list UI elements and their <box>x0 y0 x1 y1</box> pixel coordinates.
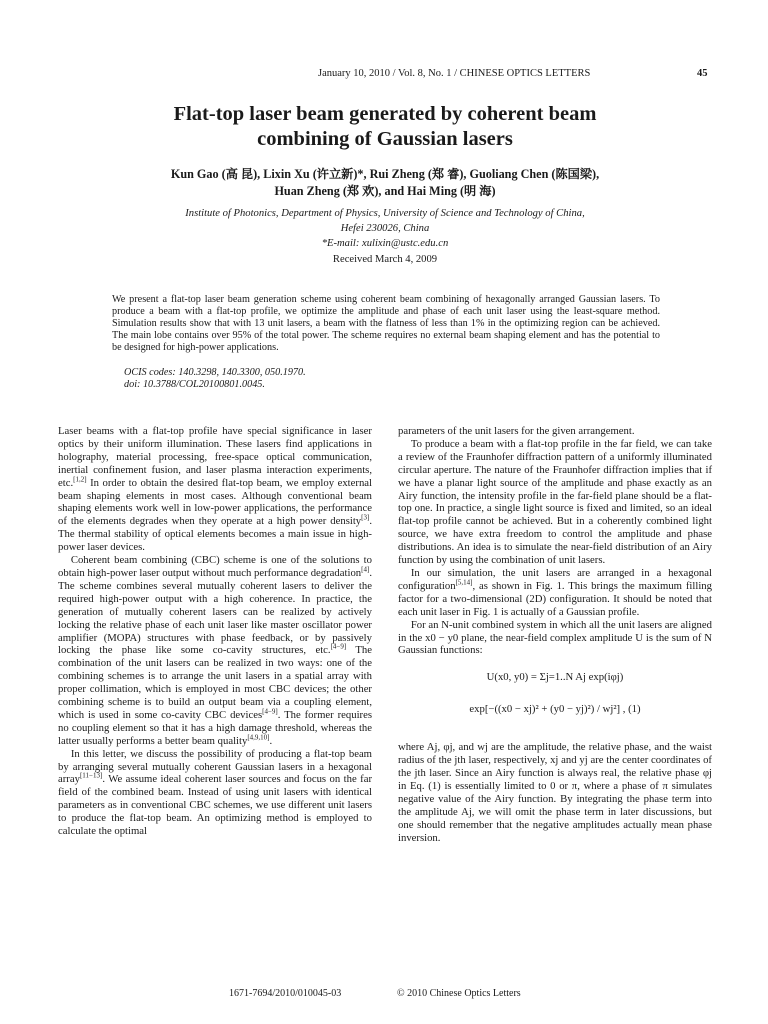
footer-copyright: © 2010 Chinese Optics Letters <box>397 988 521 999</box>
affiliation-line-2: Hefei 230026, China <box>340 223 430 234</box>
affiliation-line-1: Institute of Photonics, Department of Physics, University of Science and Technology of China, <box>185 208 585 219</box>
equation-number: (1) <box>628 703 641 716</box>
corresponding-email: *E-mail: xulixin@ustc.edu.cn <box>321 238 449 249</box>
paper-title <box>60 102 710 152</box>
title-line-1: Flat-top laser beam generated by coherent beam <box>173 103 597 125</box>
authors-line-2: Huan Zheng (郑 欢), and Hai Ming (明 海) <box>274 184 496 198</box>
citation: [5,14] <box>455 578 473 587</box>
citation: [11−13] <box>79 771 103 780</box>
paragraph: To produce a beam with a flat-top profile in the far field, we can take a review of the Fraunhofer diffraction pattern of a uniformly illuminated circular aperture. The nature of the Fraunhofer diffraction implies that if we have a planar light source of the amplitude and phase exactly as an Airy function, the intensity profile in the far-field plane should be a flat-top one. In practice, a single light source is fixed and limited, so an ideal flat-top profile cannot be achieved. But in a coherently combined light source, we have extra freedom to control the amplitude and phase distributions. An idea is to simulate the near-field distribution of an Airy function by using the combination of unit lasers. <box>398 437 712 567</box>
paragraph: In our simulation, the unit lasers are arranged in a hexagonal configuration[5,14], as shown in Fig. 1. This brings the maximum filling factor for a two-dimensional (2D) configuration. It should be noted that each unit laser in Fig. 1 is actually of a Gaussian profile. <box>398 566 712 618</box>
equation-1 <box>398 665 712 735</box>
ocis-codes: OCIS codes: 140.3298, 140.3300, 050.1970. <box>124 367 306 378</box>
paragraph: For an N-unit combined system in which all the unit lasers are aligned in the x0 − y0 plane, the near-field complex amplitude U is the sum of N Gaussian functions: <box>398 618 712 657</box>
title-line-2: combining of Gaussian lasers <box>257 128 513 150</box>
received-date: Received March 4, 2009 <box>332 254 438 265</box>
paragraph: Laser beams with a flat-top profile have special significance in laser optics by their uniform illumination. These lasers find applications in holography, material processing, free-space optical communication, inertial confinement fusion, and laser plasma interaction experiments, etc.[1,2] In order to obtain the desired flat-top beam, we employ external beam shaping elements in most cases. Although conventional beam shaping elements work well in low-power applications, the performance of the elements degrades when they operate at a high power density[3]. The thermal stability of optical elements becomes a main issue in high-power laser devices. <box>58 425 372 554</box>
author-list <box>60 166 710 200</box>
running-head: January 10, 2010 / Vol. 8, No. 1 / CHINESE OPTICS LETTERS <box>318 68 591 79</box>
paragraph: where Aj, φj, and wj are the amplitude, the relative phase, and the waist radius of the jth laser, respectively, xj and yj are the center coordinates of the jth laser. Since an Airy function is always real, the relative phase φj in Eq. (1) is essentially limited to 0 or π, where a phase of π simulates negative value of the Airy function. By integrating the phase term into the amplitude Aj, we will omit the phase term in later discussions, but one should remember that the negative amplitudes actually mean phase inversion. <box>398 741 712 844</box>
page-number: 45 <box>697 68 708 79</box>
citation: [4−9] <box>262 707 278 716</box>
authors-line-1: Kun Gao (高 昆), Lixin Xu (许立新)*, Rui Zheng (郑 睿), Guoliang Chen (陈国梁), <box>170 167 600 181</box>
citation: [4−9] <box>330 642 347 651</box>
paragraph: In this letter, we discuss the possibility of producing a flat-top beam by arranging several mutually coherent Gaussian lasers in a hexagonal array[11−13]. We assume ideal coherent laser sources and focus on the far field of the combined beam. Instead of using unit lasers with identical parameters as in conventional CBC schemes, we use different unit lasers to produce the flat-top beam. An optimizing method is employed to calculate the optimal <box>58 747 372 838</box>
citation: [4,9,10] <box>247 733 270 742</box>
abstract: We present a flat-top laser beam generation scheme using coherent beam combining of hexagonally arranged Gaussian lasers. To produce a beam with a flat-top profile, we optimize the amplitude and phase of each unit laser using the least-square method. Simulation results show that with 13 unit lasers, a beam with the flatness of less than 1% in the optimizing region can be achieved. The main lobe contains over 95% of the total power. The scheme requires no external beam shaping element and has the potential to be designed for high-power applications. <box>112 294 660 353</box>
citation: [1,2] <box>73 475 87 484</box>
equation-line-2: exp[−((x0 − xj)² + (y0 − yj)²) / wj²] , (1) <box>469 703 641 716</box>
right-column <box>398 425 712 955</box>
citation: [3] <box>361 513 370 522</box>
citation: [4] <box>361 565 370 574</box>
affiliation <box>60 206 710 251</box>
left-column <box>58 425 372 838</box>
footer-code: 1671-7694/2010/010045-03 <box>229 988 342 999</box>
doi: doi: 10.3788/COL20100801.0045. <box>124 379 265 390</box>
paragraph: parameters of the unit lasers for the given arrangement. <box>398 425 635 437</box>
equation-line-1: U(x0, y0) = Σj=1..N Aj exp(iφj) <box>486 671 624 684</box>
paragraph: Coherent beam combining (CBC) scheme is one of the solutions to obtain high-power laser output without much performance degradation[4]. The scheme combines several mutually coherent lasers to deliver the required high-power output with a high coherence. In practice, the generation of mutually coherent lasers can be realized by actively locking the relative phase of each unit laser like master oscillator power amplifier (MOPA) structures with phase feedback, or by passively locking the phase like some co-cavity structures, etc.[4−9] The combination of the unit lasers can be realized in two ways: one of the combining schemes is to arrange the unit lasers in a spatial array with proper collimation, which is employed in most CBC devices; the other combining scheme is to build an output beam via a coupling element, which is used in some co-cavity CBC devices[4−9]. The former requires no coupling element so that it has a high damage threshold, whereas the latter usually performs a better beam quality[4,9,10]. <box>58 554 373 747</box>
